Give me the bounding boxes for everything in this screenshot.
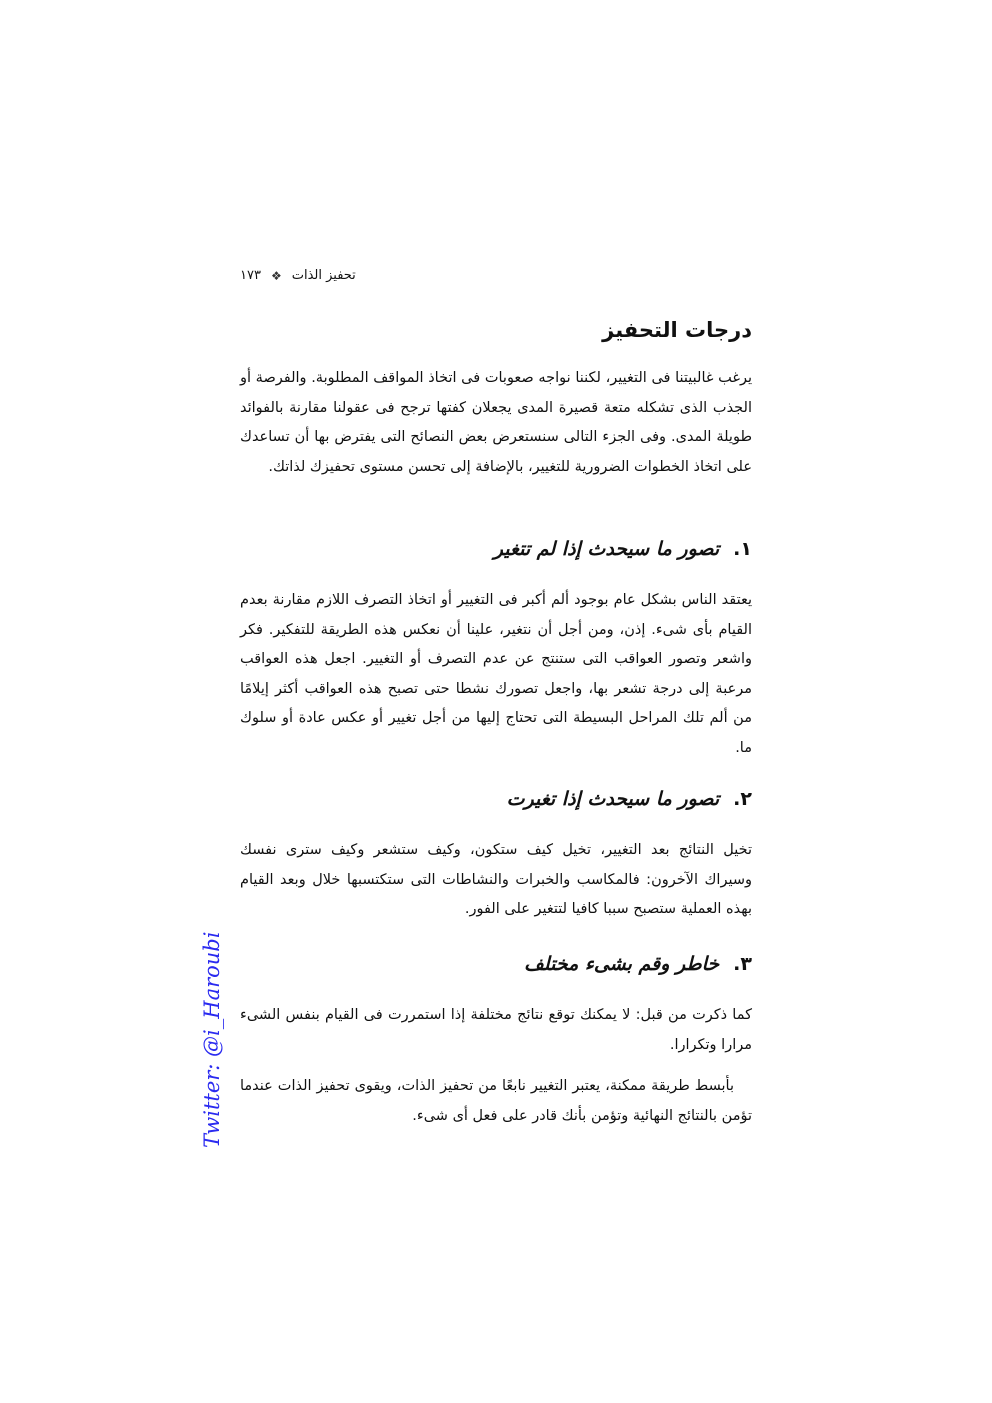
item-number: ١. [733, 538, 752, 560]
section-title: درجات التحفيز [602, 318, 752, 342]
book-title: تحفيز الذات [291, 268, 356, 283]
item-3-paragraph-1: كما ذكرت من قبل: لا يمكنك توقع نتائج مختلفة إذا استمررت فى القيام بنفس الشىء مرارا وتكرارا. [240, 1007, 752, 1053]
item-title: تصور ما سيحدث إذا تغيرت [506, 788, 720, 810]
item-number: ٣. [733, 953, 752, 975]
item-title: خاطر وقم بشىء مختلف [524, 953, 720, 975]
item-1-paragraph: يعتقد الناس بشكل عام بوجود ألم أكبر فى التغيير أو اتخاذ التصرف اللازم مقارنة بعدم القيام بأى شىء. إذن، ومن أجل أن نتغير، علينا أن نعكس هذه الطريقة للتفكير. فكر واشعر وتصور العواقب التى ستنتج عن عدم التصرف أو التغيير. اجعل هذه العواقب مرعبة إلى درجة تشعر بها، واجعل تصورك نشطا حتى تصبح هذه العواقب أكثر إيلامًا من ألم تلك المراحل البسيطة التى تحتاج إليها من أجل تغيير أو عكس عادة أو سلوك ما. [240, 592, 752, 756]
page-number: ١٧٣ [240, 268, 261, 283]
item-3-paragraph-2: بأبسط طريقة ممكنة، يعتبر التغيير نابعًا من تحفيز الذات، ويقوى تحفيز الذات عندما تؤمن بالنتائج النهائية وتؤمن بأنك قادر على فعل أى شىء. [240, 1078, 752, 1124]
running-header [240, 268, 752, 294]
item-number: ٢. [733, 788, 752, 810]
twitter-watermark: Twitter: @i_Haroubi [200, 931, 224, 1148]
item-2-paragraph: تخيل النتائج بعد التغيير، تخيل كيف ستكون، وكيف ستشعر وكيف سترى نفسك وسيراك الآخرون: فالمكاسب والخبرات والنشاطات التى ستكتسبها خلال وبعد القيام بهذه العملية ستصبح سببا كافيا لتتغير على الفور. [240, 842, 752, 917]
item-heading-2 [507, 788, 752, 810]
ornament-icon: ❖ [270, 268, 282, 283]
item-heading-3 [524, 953, 752, 975]
item-title: تصور ما سيحدث إذا لم تتغير [493, 538, 720, 560]
item-heading-1 [494, 538, 752, 560]
intro-paragraph: يرغب غالبيتنا فى التغيير، لكننا نواجه صعوبات فى اتخاذ المواقف المطلوبة. والفرصة أو الجذب الذى تشكله متعة قصيرة المدى يجعلان كفتها ترجح فى عقولنا مقارنة بالفوائد طويلة المدى. وفى الجزء التالى سنستعرض بعض النصائح التى يفترض بها أن تساعدك على اتخاذ الخطوات الضرورية للتغيير، بالإضافة إلى تحسن مستوى تحفيزك لذاتك. [240, 370, 752, 475]
